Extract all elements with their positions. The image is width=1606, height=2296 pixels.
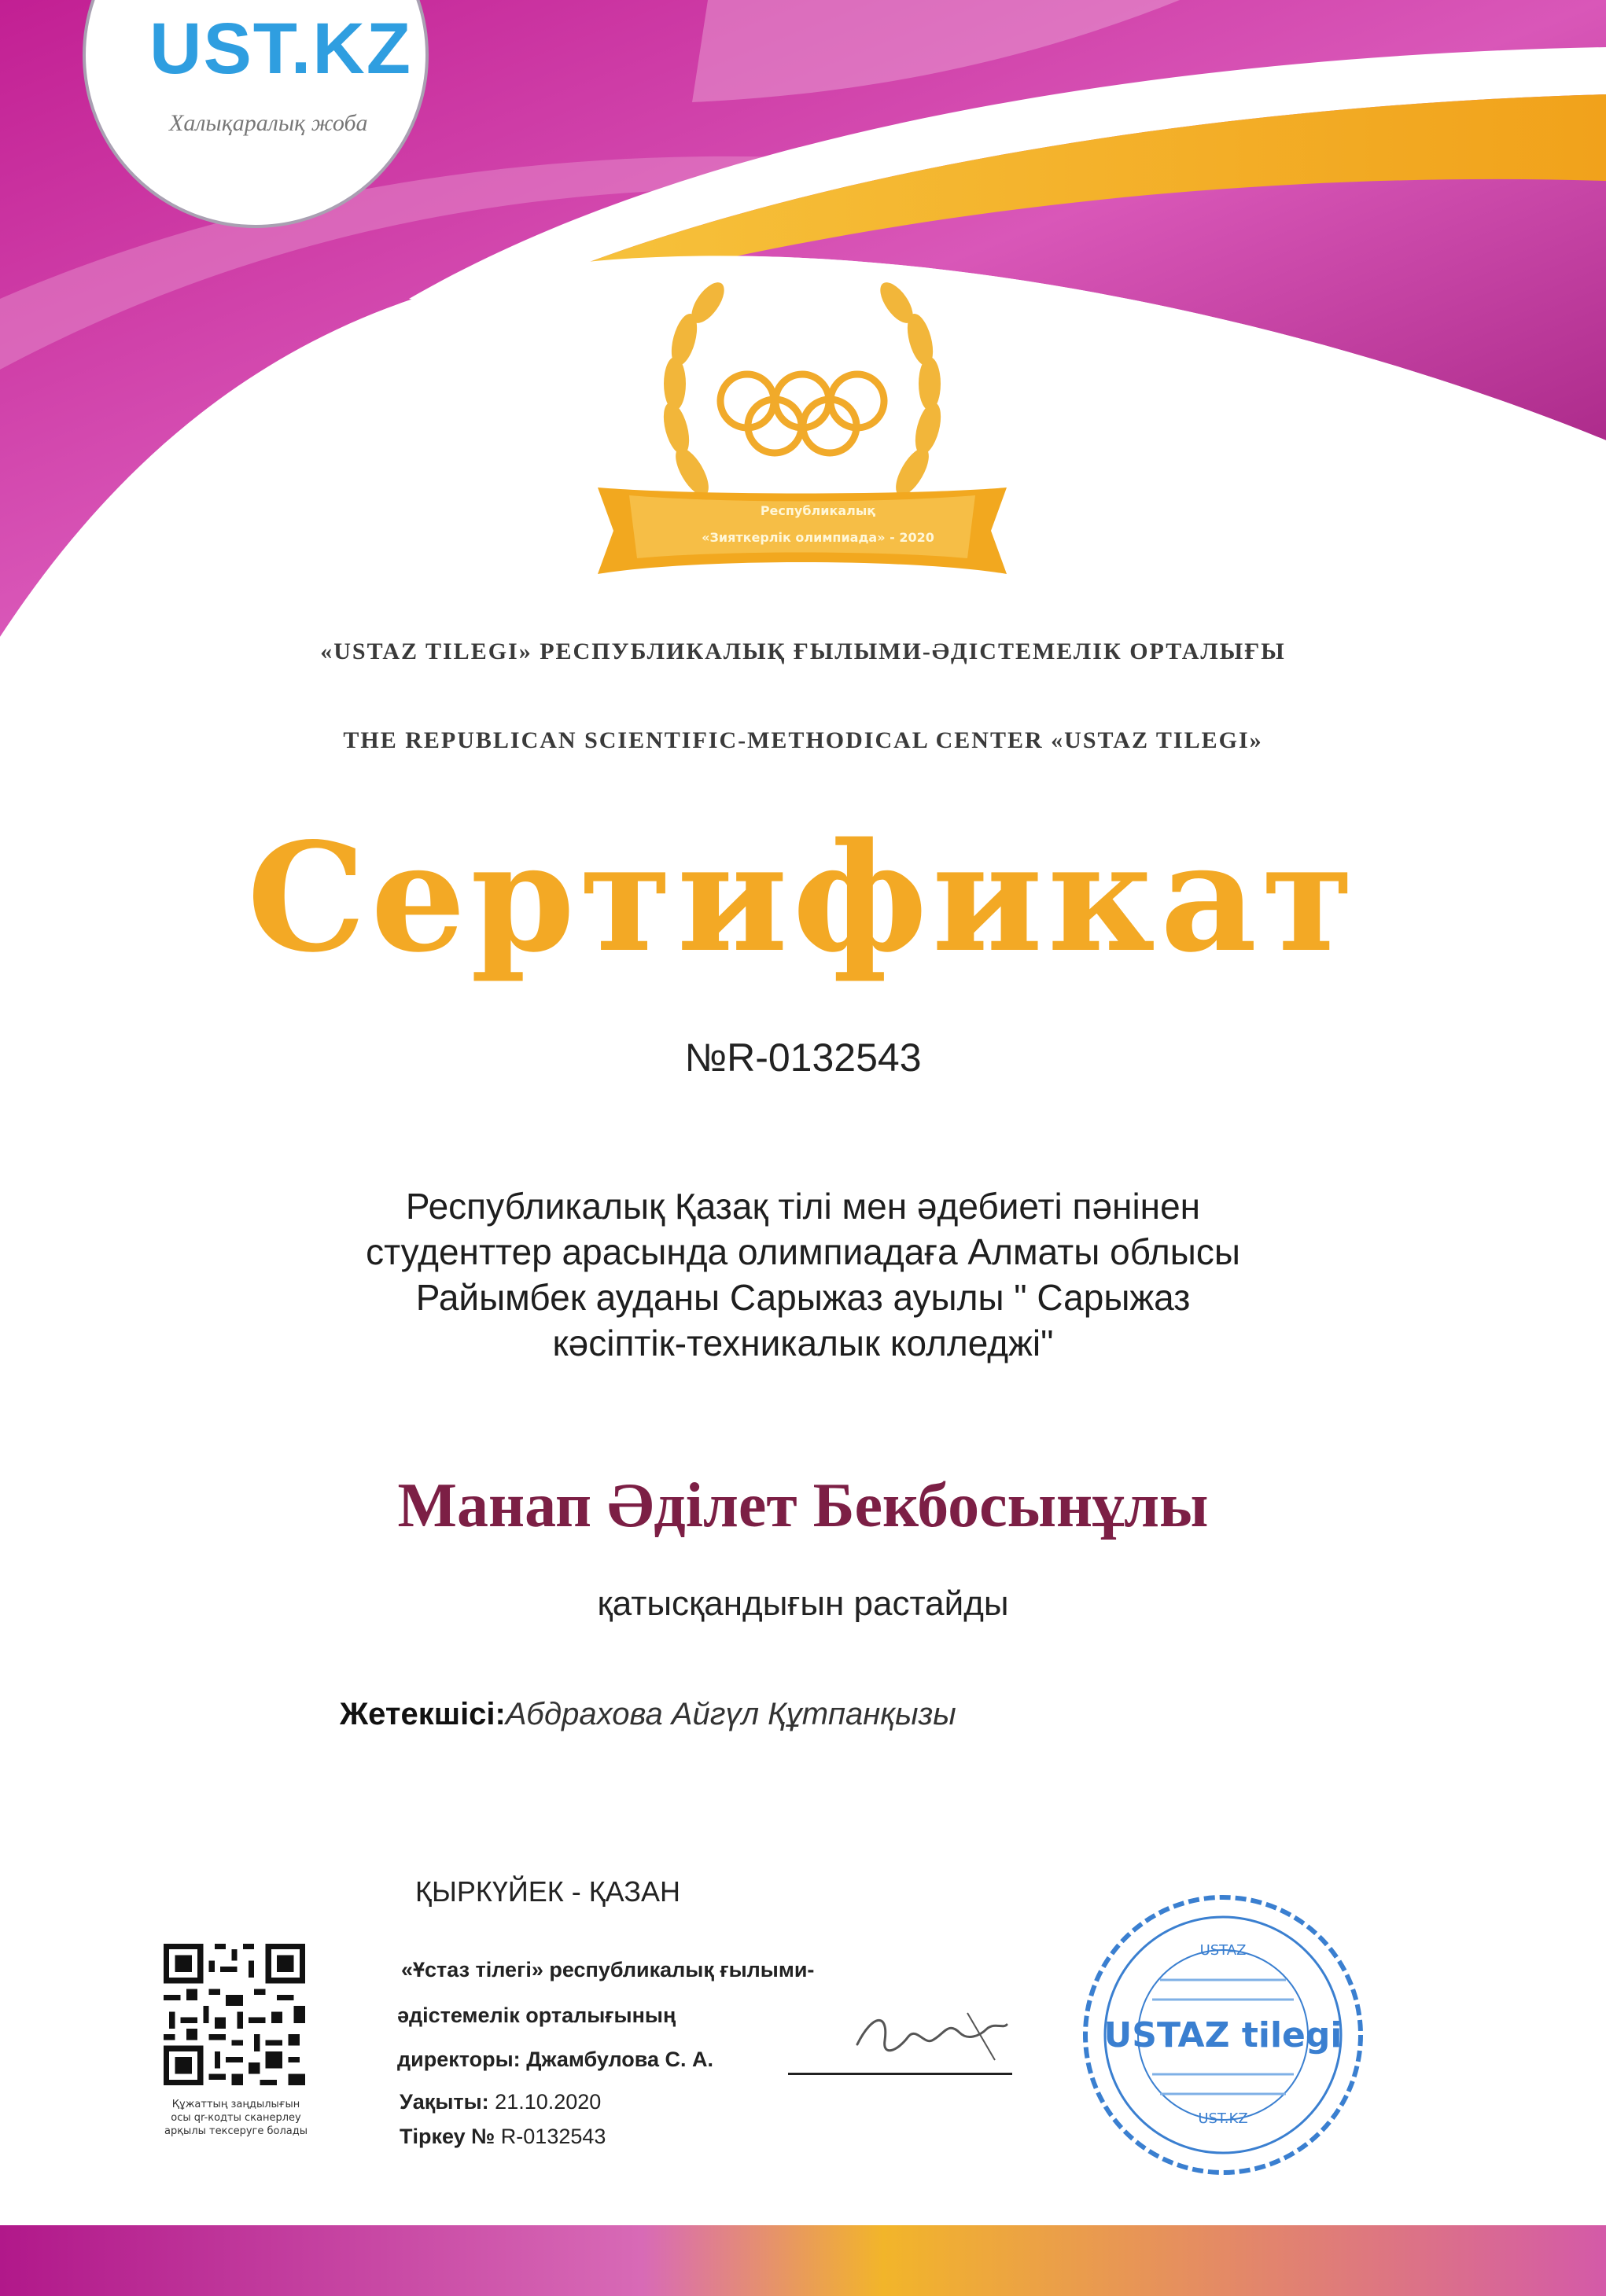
stamp-center-text: USTAZ tilegi: [1103, 2015, 1343, 2055]
stamp-bottom-text: UST.KZ: [1198, 2110, 1248, 2127]
director-org-line1: «Ұстаз тілегі» республикалық ғылыми-: [401, 1958, 815, 1981]
registration-number: R-0132543: [500, 2125, 606, 2148]
certificate-title: Сертификат: [247, 810, 1359, 985]
supervisor-name: Абдрахова Айгүл Құтпанқызы: [505, 1697, 956, 1731]
logo-text: UST.KZ: [149, 9, 412, 89]
organization-name-kz: «USTAZ TILEGI» РЕСПУБЛИКАЛЫҚ ҒЫЛЫМИ-ӘДІСТЕМЕЛІК ОРТАЛЫҒЫ: [320, 638, 1286, 664]
emblem-ribbon-line1: Республикалық: [760, 503, 876, 518]
supervisor: [340, 1697, 956, 1732]
director-line: [397, 2048, 713, 2072]
signature-icon: [849, 1997, 1015, 2076]
certificate-description: [0, 1183, 1606, 1366]
period: ҚЫРКҮЙЕК - ҚАЗАН: [415, 1875, 681, 1908]
registration-label: Тіркеу №: [400, 2125, 495, 2148]
qr-caption-line: арқылы тексеруге болады: [164, 2125, 308, 2137]
qr-code-icon[interactable]: [164, 1944, 305, 2085]
bottom-strip: [0, 2225, 1606, 2296]
description-line: Республикалық Қазақ тілі мен әдебиеті пәнінен: [405, 1186, 1201, 1227]
description-line: Райымбек ауданы Сарыжаз ауылы " Сарыжаз: [415, 1277, 1191, 1318]
organization-name-en: THE REPUBLICAN SCIENTIFIC-METHODICAL CENTER «USTAZ TILEGI»: [343, 727, 1263, 753]
logo-subtitle: Халықаралық жоба: [169, 110, 368, 136]
director-org-line2: әдістемелік орталығының: [397, 2003, 676, 2027]
emblem-ribbon-line2: «Зияткерлік олимпиада» - 2020: [702, 530, 934, 545]
issued-date-line: [400, 2090, 601, 2114]
stamp-icon: [1074, 1886, 1372, 2184]
director-name: Джамбулова С. А.: [526, 2048, 714, 2071]
issued-label: Уақыты:: [400, 2090, 489, 2114]
olympiad-emblem-icon: [582, 259, 1022, 605]
certificate-number: №R-0132543: [684, 1036, 922, 1080]
description-line: студенттер арасында олимпиадаға Алматы облысы: [366, 1231, 1240, 1272]
stamp-top-text: USTAZ: [1199, 1942, 1247, 1959]
qr-caption-line: осы qr-кодты сканерлеу: [171, 2112, 301, 2124]
qr-caption: [118, 2098, 354, 2138]
qr-caption-line: Құжаттың заңдылығын: [171, 2099, 300, 2110]
recipient-name: Манап Әділет Бекбосынұлы: [397, 1471, 1209, 1540]
supervisor-label: Жетекшісі:: [340, 1697, 506, 1731]
description-line: кәсіптік-техникалык колледжі": [552, 1323, 1054, 1363]
confirmation-text: қатысқандығын растайды: [597, 1584, 1009, 1623]
registration-line: [400, 2125, 606, 2149]
issued-date: 21.10.2020: [495, 2090, 602, 2114]
director-label: директоры:: [397, 2048, 521, 2071]
